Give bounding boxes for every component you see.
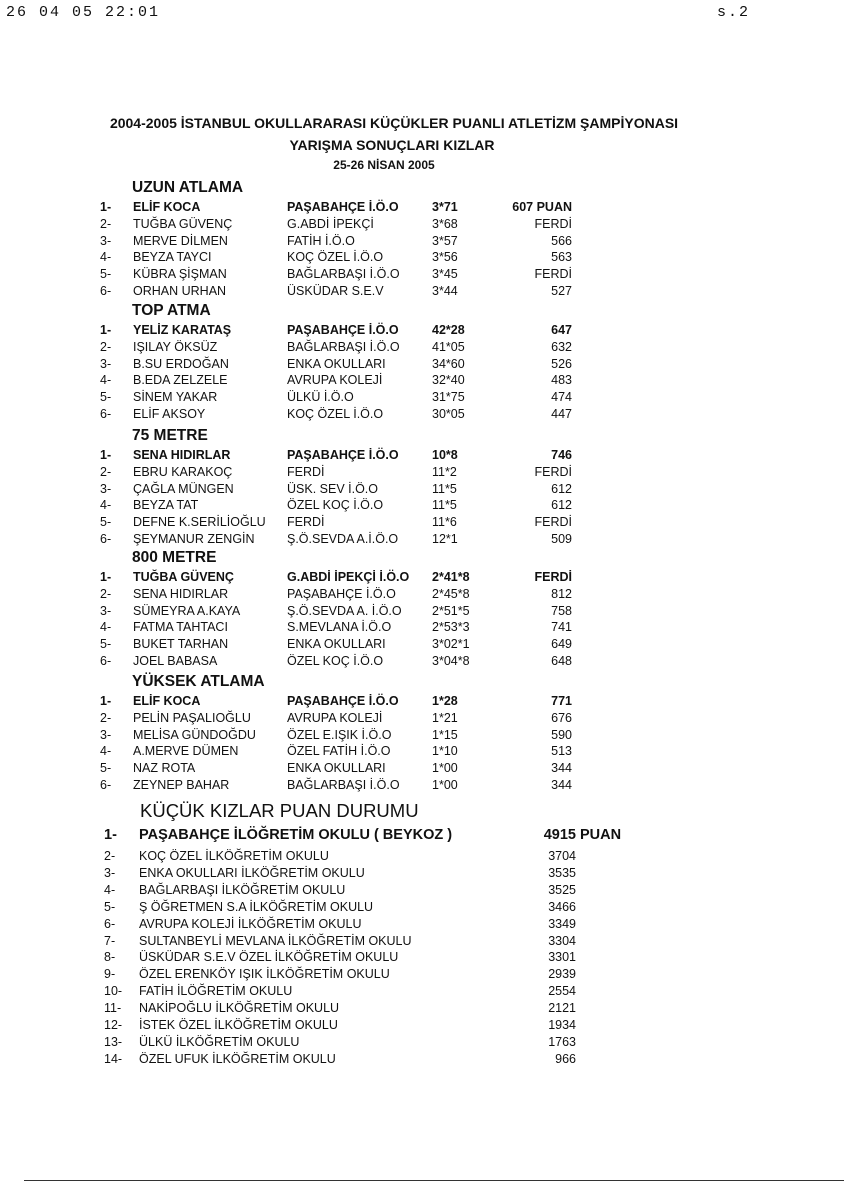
result-school: ENKA OKULLARI <box>287 356 386 371</box>
result-rank: 4- <box>100 744 112 759</box>
result-pts: 483 <box>551 373 572 388</box>
result-rank: 2- <box>100 710 112 725</box>
standings-pts: 2554 <box>548 984 576 999</box>
result-name: ZEYNEP BAHAR <box>133 778 230 792</box>
standings-name: PAŞABAHÇE İLÖĞRETİM OKULU ( BEYKOZ ) <box>139 827 453 843</box>
result-pts: 526 <box>551 356 572 371</box>
result-name: EBRU KARAKOÇ <box>133 464 233 479</box>
result-name: FATMA TAHTACI <box>133 620 228 635</box>
result-school: ÜLKÜ İ.Ö.O <box>287 390 354 405</box>
result-name: IŞILAY ÖKSÜZ <box>133 339 218 354</box>
standings-unit: PUAN <box>580 827 622 843</box>
result-row <box>0 373 844 389</box>
result-row <box>0 637 844 653</box>
result-row <box>0 323 844 339</box>
result-perf: 11*2 <box>432 464 457 479</box>
result-pts: 676 <box>551 710 572 725</box>
result-perf: 2*53*3 <box>432 620 470 635</box>
standings-row <box>0 883 844 900</box>
result-school: ENKA OKULLARI <box>287 761 386 776</box>
result-school: BAĞLARBAŞI İ.Ö.O <box>287 778 400 792</box>
result-pts: 527 <box>551 284 572 298</box>
result-name: SENA HIDIRLAR <box>133 586 229 601</box>
result-pts: 649 <box>551 637 572 652</box>
result-school: KOÇ ÖZEL İ.Ö.O <box>287 407 384 421</box>
standings-name: NAKİPOĞLU İLKÖĞRETİM OKULU <box>139 1001 340 1016</box>
result-name: MELİSA GÜNDOĞDU <box>133 727 256 742</box>
result-pts: 612 <box>551 498 572 513</box>
result-row <box>0 728 844 744</box>
result-perf: 42*28 <box>432 323 465 337</box>
result-name: SÜMEYRA A.KAYA <box>133 603 241 618</box>
result-rank: 1- <box>100 570 112 584</box>
result-school: AVRUPA KOLEJİ <box>287 710 383 725</box>
result-row <box>0 267 844 283</box>
result-pts: 812 <box>551 586 572 601</box>
result-row <box>0 340 844 356</box>
result-perf: 3*56 <box>432 250 458 265</box>
result-rank: 2- <box>100 339 112 354</box>
result-school: ÖZEL KOÇ İ.Ö.O <box>287 654 384 668</box>
result-perf: 3*71 <box>432 200 458 214</box>
result-name: JOEL BABASA <box>133 654 218 668</box>
result-name: ÇAĞLA MÜNGEN <box>133 481 234 496</box>
result-name: SENA HIDIRLAR <box>133 448 231 462</box>
standings-name: ENKA OKULLARI İLKÖĞRETİM OKULU <box>139 865 365 880</box>
standings-name: İSTEK ÖZEL İLKÖĞRETİM OKULU <box>139 1018 338 1032</box>
event-title: 800 METRE <box>132 549 217 566</box>
result-perf: 1*10 <box>432 744 458 759</box>
result-rank: 6- <box>100 407 112 421</box>
result-pts: 648 <box>551 654 572 668</box>
standings-row <box>0 866 844 883</box>
document-title: 2004-2005 İSTANBUL OKULLARARASI KÜÇÜKLER PUANLI ATLETİZM ŞAMPİYONASI <box>109 115 679 131</box>
result-row <box>0 570 844 586</box>
result-name: DEFNE K.SERİLİOĞLU <box>133 515 266 530</box>
standings-pts: 3301 <box>548 950 576 965</box>
result-pts: 771 <box>551 694 572 708</box>
standings-row <box>0 1001 844 1018</box>
standings-rank: 9- <box>104 967 116 982</box>
result-perf: 2*41*8 <box>432 570 470 584</box>
fax-timestamp: 26 04 05 22:01 <box>6 4 161 21</box>
result-row <box>0 744 844 760</box>
result-perf: 32*40 <box>432 373 465 388</box>
result-rank: 3- <box>100 356 112 371</box>
result-name: PELİN PAŞALIOĞLU <box>133 710 251 725</box>
standings-rank: 4- <box>104 882 116 897</box>
result-rank: 4- <box>100 373 112 388</box>
result-school: FERDİ <box>287 464 325 479</box>
result-name: ŞEYMANUR ZENGİN <box>133 532 255 546</box>
result-name: B.EDA ZELZELE <box>133 373 228 388</box>
result-pts: FERDİ <box>534 267 572 282</box>
result-row <box>0 711 844 727</box>
standings-name: KOÇ ÖZEL İLKÖĞRETİM OKULU <box>139 849 329 863</box>
standings-row <box>0 1035 844 1052</box>
result-pts: 612 <box>551 481 572 496</box>
standings-rank: 8- <box>104 950 116 965</box>
result-rank: 5- <box>100 390 112 405</box>
standings-rank: 10- <box>104 984 123 999</box>
document-subtitle: YARIŞMA SONUÇLARI KIZLAR <box>289 137 495 153</box>
result-school: FERDİ <box>287 515 325 530</box>
result-name: B.SU ERDOĞAN <box>133 356 229 371</box>
standings-pts: 966 <box>555 1051 576 1066</box>
result-pts: 563 <box>551 250 572 265</box>
standings-rank: 2- <box>104 849 116 863</box>
result-perf: 10*8 <box>432 448 458 462</box>
result-name: TUĞBA GÜVENÇ <box>133 216 233 231</box>
result-rank: 3- <box>100 233 112 248</box>
result-school: ENKA OKULLARI <box>287 637 386 652</box>
result-perf: 30*05 <box>432 407 465 421</box>
document-date: 25-26 NİSAN 2005 <box>333 158 435 172</box>
standings-row <box>0 950 844 967</box>
result-perf: 11*6 <box>432 515 457 530</box>
result-school: FATİH İ.Ö.O <box>287 233 355 248</box>
result-school: G.ABDİ İPEKÇİ İ.Ö.O <box>287 570 410 584</box>
result-perf: 12*1 <box>432 532 458 546</box>
page-bottom-rule <box>24 1180 844 1181</box>
result-name: BEYZA TAYCI <box>133 250 212 265</box>
result-perf: 3*45 <box>432 267 458 282</box>
standings-name: SULTANBEYLİ MEVLANA İLKÖĞRETİM OKULU <box>139 933 412 948</box>
standings-row <box>0 827 844 844</box>
result-row <box>0 778 844 794</box>
result-perf: 41*05 <box>432 339 465 354</box>
result-school: Ş.Ö.SEVDA A.İ.Ö.O <box>287 532 399 546</box>
result-rank: 5- <box>100 515 112 530</box>
result-perf: 2*51*5 <box>432 603 470 618</box>
result-pts: FERDİ <box>534 570 572 584</box>
result-row <box>0 465 844 481</box>
result-school: Ş.Ö.SEVDA A. İ.Ö.O <box>287 603 402 618</box>
result-name: ELİF KOCA <box>133 200 201 214</box>
standings-pts: 1763 <box>548 1034 576 1049</box>
result-school: PAŞABAHÇE İ.Ö.O <box>287 694 399 708</box>
result-pts: 758 <box>551 603 572 618</box>
standings-pts: 3466 <box>548 899 576 914</box>
result-school: ÖZEL KOÇ İ.Ö.O <box>287 498 384 513</box>
result-pts: FERDİ <box>534 464 572 479</box>
result-school: PAŞABAHÇE İ.Ö.O <box>287 448 399 462</box>
result-pts: 447 <box>551 407 572 421</box>
standings-name: ÖZEL UFUK İLKÖĞRETİM OKULU <box>139 1051 336 1066</box>
event-title: YÜKSEK ATLAMA <box>132 673 265 690</box>
result-pts: 632 <box>551 339 572 354</box>
result-rank: 2- <box>100 464 112 479</box>
result-perf: 1*00 <box>432 761 458 776</box>
result-pts: 344 <box>551 761 572 776</box>
standings-rank: 6- <box>104 916 116 931</box>
standings-rank: 13- <box>104 1034 123 1049</box>
result-pts: 746 <box>551 448 572 462</box>
result-row <box>0 250 844 266</box>
result-rank: 3- <box>100 603 112 618</box>
standings-rank: 3- <box>104 865 116 880</box>
result-perf: 3*57 <box>432 233 458 248</box>
result-school: ÜSK. SEV İ.Ö.O <box>287 481 378 496</box>
standings-pts: 3535 <box>548 865 576 880</box>
result-rank: 1- <box>100 448 112 462</box>
result-row <box>0 654 844 670</box>
result-row <box>0 761 844 777</box>
result-school: G.ABDİ İPEKÇİ <box>287 216 374 231</box>
result-pts: 741 <box>551 620 572 635</box>
standings-pts: 2121 <box>548 1001 576 1016</box>
standings-pts: 4915 <box>543 827 576 843</box>
result-name: SİNEM YAKAR <box>133 390 218 405</box>
result-school: S.MEVLANA İ.Ö.O <box>287 620 392 635</box>
result-perf: 11*5 <box>432 498 457 513</box>
result-row <box>0 284 844 300</box>
result-pts: 474 <box>551 390 572 405</box>
standings-pts: 1934 <box>548 1018 576 1032</box>
result-school: AVRUPA KOLEJİ <box>287 373 383 388</box>
result-perf: 1*28 <box>432 694 458 708</box>
result-perf: 3*44 <box>432 284 458 298</box>
result-rank: 5- <box>100 761 112 776</box>
result-rank: 4- <box>100 498 112 513</box>
result-school: PAŞABAHÇE İ.Ö.O <box>287 323 399 337</box>
event-title: TOP ATMA <box>132 302 211 319</box>
standings-pts: 3349 <box>548 916 576 931</box>
result-rank: 1- <box>100 694 112 708</box>
standings-rank: 1- <box>104 827 117 843</box>
result-name: KÜBRA ŞİŞMAN <box>133 267 227 282</box>
standings-row <box>0 1018 844 1035</box>
standings-rank: 11- <box>104 1001 122 1016</box>
result-rank: 5- <box>100 637 112 652</box>
result-rank: 5- <box>100 267 112 282</box>
result-name: BUKET TARHAN <box>133 637 229 652</box>
event-title: UZUN ATLAMA <box>132 179 244 196</box>
standings-rank: 14- <box>104 1051 123 1066</box>
standings-row <box>0 849 844 866</box>
result-perf: 3*68 <box>432 216 458 231</box>
result-school: BAĞLARBAŞI İ.Ö.O <box>287 339 400 354</box>
standings-rank: 12- <box>104 1018 123 1032</box>
result-rank: 3- <box>100 727 112 742</box>
standings-pts: 3525 <box>548 882 576 897</box>
result-school: KOÇ ÖZEL İ.Ö.O <box>287 250 384 265</box>
standings-row <box>0 1052 844 1069</box>
standings-rank: 5- <box>104 899 116 914</box>
result-perf: 3*02*1 <box>432 637 470 652</box>
fax-page-number: s.2 <box>716 4 750 21</box>
result-name: ELİF KOCA <box>133 694 201 708</box>
standings-pts: 2939 <box>548 967 576 982</box>
result-school: ÜSKÜDAR S.E.V <box>287 284 384 298</box>
result-row <box>0 448 844 464</box>
standings-name: AVRUPA KOLEJİ İLKÖĞRETİM OKULU <box>139 916 362 931</box>
result-rank: 1- <box>100 323 112 337</box>
result-rank: 4- <box>100 620 112 635</box>
result-pts: 607 PUAN <box>512 200 572 214</box>
result-row <box>0 587 844 603</box>
result-school: ÖZEL E.IŞIK İ.Ö.O <box>287 727 392 742</box>
event-title: 75 METRE <box>132 427 208 444</box>
result-perf: 1*15 <box>432 727 458 742</box>
result-name: TUĞBA GÜVENÇ <box>133 570 234 584</box>
result-rank: 1- <box>100 200 112 214</box>
result-rank: 6- <box>100 654 112 668</box>
result-pts: 509 <box>551 532 572 546</box>
result-pts: 590 <box>551 727 572 742</box>
result-row <box>0 234 844 250</box>
standings-pts: 3304 <box>548 933 576 948</box>
standings-row <box>0 934 844 951</box>
standings-name: BAĞLARBAŞI İLKÖĞRETİM OKULU <box>139 882 346 897</box>
result-row <box>0 390 844 406</box>
result-rank: 2- <box>100 586 112 601</box>
result-school: PAŞABAHÇE İ.Ö.O <box>287 586 396 601</box>
result-pts: FERDİ <box>534 515 572 530</box>
result-name: YELİZ KARATAŞ <box>133 323 232 337</box>
result-pts: 566 <box>551 233 572 248</box>
standings-name: Ş ÖĞRETMEN S.A İLKÖĞRETİM OKULU <box>139 899 374 914</box>
result-name: BEYZA TAT <box>133 498 199 513</box>
result-row <box>0 694 844 710</box>
result-name: A.MERVE DÜMEN <box>133 744 239 759</box>
result-school: PAŞABAHÇE İ.Ö.O <box>287 200 399 214</box>
result-rank: 6- <box>100 778 112 792</box>
result-pts: 647 <box>551 323 572 337</box>
result-pts: 513 <box>551 744 572 759</box>
result-name: NAZ ROTA <box>133 761 196 776</box>
result-rank: 2- <box>100 216 112 231</box>
result-row <box>0 217 844 233</box>
result-row <box>0 532 844 548</box>
result-perf: 1*21 <box>432 710 458 725</box>
result-name: ELİF AKSOY <box>133 407 206 421</box>
result-name: MERVE DİLMEN <box>133 233 228 248</box>
result-row <box>0 357 844 373</box>
standings-row <box>0 900 844 917</box>
standings-title: KÜÇÜK KIZLAR PUAN DURUMU <box>140 800 419 821</box>
result-perf: 31*75 <box>432 390 465 405</box>
standings-name: ÜSKÜDAR S.E.V ÖZEL İLKÖĞRETİM OKULU <box>139 950 399 965</box>
result-row <box>0 515 844 531</box>
result-rank: 6- <box>100 284 112 298</box>
standings-name: ÖZEL ERENKÖY IŞIK İLKÖĞRETİM OKULU <box>139 967 390 982</box>
standings-name: ÜLKÜ İLKÖĞRETİM OKULU <box>139 1034 300 1049</box>
result-rank: 4- <box>100 250 112 265</box>
result-perf: 1*00 <box>432 778 458 792</box>
result-perf: 3*04*8 <box>432 654 470 668</box>
standings-name: FATİH İLÖĞRETİM OKULU <box>139 984 293 999</box>
standings-row <box>0 967 844 984</box>
result-perf: 34*60 <box>432 356 465 371</box>
result-rank: 6- <box>100 532 112 546</box>
result-row <box>0 407 844 423</box>
result-rank: 3- <box>100 481 112 496</box>
result-pts: FERDİ <box>534 216 572 231</box>
standings-rank: 7- <box>104 933 116 948</box>
result-perf: 11*5 <box>432 481 457 496</box>
result-name: ORHAN URHAN <box>133 284 227 298</box>
result-row <box>0 200 844 216</box>
standings-row <box>0 917 844 934</box>
result-school: ÖZEL FATİH İ.Ö.O <box>287 744 391 759</box>
standings-pts: 3704 <box>548 849 576 863</box>
result-row <box>0 482 844 498</box>
result-school: BAĞLARBAŞI İ.Ö.O <box>287 267 400 282</box>
result-row <box>0 498 844 514</box>
result-perf: 2*45*8 <box>432 586 470 601</box>
standings-row <box>0 984 844 1001</box>
result-row <box>0 604 844 620</box>
result-row <box>0 620 844 636</box>
result-pts: 344 <box>551 778 572 792</box>
